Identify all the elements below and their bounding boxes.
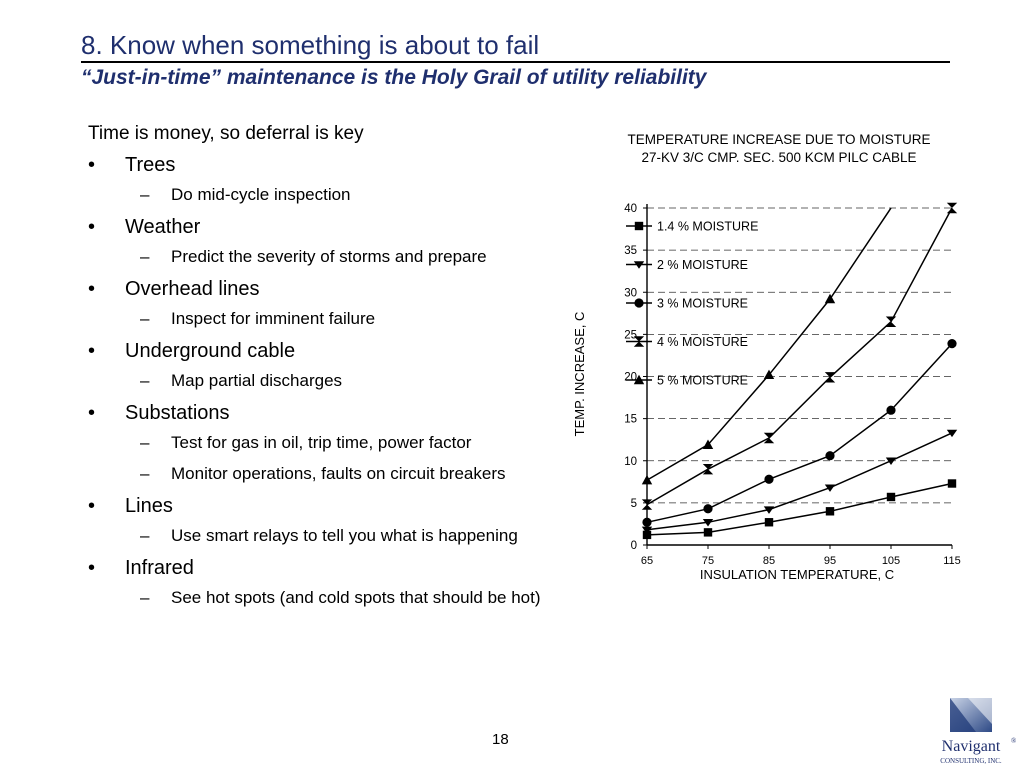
data-point-1-4-moisture [826, 507, 834, 515]
x-axis-label: INSULATION TEMPERATURE, C [699, 567, 895, 582]
bullet-marker: • [88, 557, 96, 579]
bullet-label: Infrared [125, 557, 194, 579]
sub-bullet-label: Predict the severity of storms and prepare [171, 247, 487, 266]
sub-bullet-item [88, 369, 628, 400]
chart-subtitle: 27-KV 3/C CMP. SEC. 500 KCM PILC CABLE [641, 150, 917, 165]
slide-subtitle: “Just-in-time” maintenance is the Holy Grail of utility reliability [81, 66, 707, 89]
logo-trademark: ® [1011, 737, 1017, 745]
bullet-label: Overhead lines [125, 278, 260, 300]
sub-bullet-item [88, 462, 628, 493]
data-point-1-4-moisture [887, 493, 895, 501]
x-tick-label: 115 [943, 555, 961, 567]
data-point-1-4-moisture [948, 479, 956, 487]
sub-bullet-label: Do mid-cycle inspection [171, 185, 351, 204]
bullet-item [88, 276, 628, 307]
dash-marker: – [140, 588, 150, 607]
y-tick-label: 15 [624, 413, 637, 426]
legend-marker-3-moisture [634, 298, 643, 307]
bullet-marker: • [88, 402, 96, 424]
chart-title: TEMPERATURE INCREASE DUE TO MOISTURE [627, 132, 931, 147]
bullet-item [88, 152, 628, 183]
bullet-marker: • [88, 216, 96, 238]
sub-bullet-item [88, 245, 628, 276]
y-tick-label: 5 [630, 497, 637, 510]
bullet-item [88, 400, 628, 431]
bullet-item [88, 555, 628, 586]
x-tick-label: 85 [762, 555, 776, 567]
sub-bullet-label: Test for gas in oil, trip time, power factor [171, 433, 472, 452]
x-tick-label: 65 [640, 555, 654, 567]
y-axis-label: TEMP. INCREASE, C [572, 311, 587, 437]
bullet-marker: • [88, 154, 96, 176]
legend-marker-1-4-moisture [635, 222, 643, 230]
sub-bullet-label: See hot spots (and cold spots that should be hot) [171, 588, 541, 607]
bullet-list [88, 121, 628, 617]
x-tick-label: 95 [823, 555, 837, 567]
bullet-marker: • [88, 278, 96, 300]
legend-label-2-moisture: 2 % MOISTURE [657, 258, 748, 272]
data-point-3-moisture [947, 339, 956, 348]
dash-marker: – [140, 247, 150, 266]
bullet-label: Trees [125, 154, 176, 176]
moisture-temperature-chart [560, 122, 980, 592]
y-tick-label: 30 [624, 287, 637, 300]
intro-line: Time is money, so deferral is key [88, 123, 364, 144]
y-tick-label: 35 [624, 245, 637, 258]
sub-bullet-label: Map partial discharges [171, 371, 343, 390]
navigant-logo [918, 694, 1024, 768]
y-tick-label: 10 [624, 455, 637, 468]
data-point-3-moisture [764, 475, 773, 484]
bullet-label: Underground cable [125, 340, 296, 362]
data-point-3-moisture [825, 451, 834, 460]
bullet-label: Weather [125, 216, 201, 238]
bullet-item [88, 214, 628, 245]
sub-bullet-item [88, 307, 628, 338]
dash-marker: – [140, 433, 150, 452]
sub-bullet-item [88, 431, 628, 462]
sub-bullet-item [88, 586, 628, 617]
dash-marker: – [140, 185, 150, 204]
x-tick-label: 75 [701, 555, 715, 567]
sub-bullet-label: Monitor operations, faults on circuit breakers [171, 464, 506, 483]
dash-marker: – [140, 464, 150, 483]
sub-bullet-label: Use smart relays to tell you what is happening [171, 526, 518, 545]
bullet-marker: • [88, 340, 96, 362]
bullet-label: Lines [125, 495, 173, 517]
slide-title: 8. Know when something is about to fail [81, 30, 540, 60]
sub-bullet-item [88, 183, 628, 214]
y-tick-label: 0 [630, 540, 637, 552]
legend-label-3-moisture: 3 % MOISTURE [657, 296, 748, 311]
data-point-1-4-moisture [765, 518, 773, 526]
bullet-label: Substations [125, 402, 230, 424]
logo-name: Navigant [941, 738, 1001, 755]
legend-label-1-4-moisture: 1.4 % MOISTURE [657, 219, 759, 234]
dash-marker: – [140, 526, 150, 545]
x-tick-label: 105 [881, 555, 901, 567]
title-block [81, 30, 951, 92]
bullet-item [88, 338, 628, 369]
dash-marker: – [140, 309, 150, 328]
legend-label-5-moisture: 5 % MOISTURE [657, 373, 748, 388]
data-point-3-moisture [703, 504, 712, 513]
bullet-marker: • [88, 495, 96, 517]
data-point-3-moisture [886, 406, 895, 415]
sub-bullet-item [88, 524, 628, 555]
y-tick-label: 40 [624, 203, 637, 215]
y-tick-label: 20 [624, 371, 637, 384]
dash-marker: – [140, 371, 150, 390]
legend-label-4-moisture: 4 % MOISTURE [657, 335, 748, 349]
title-underline [81, 61, 950, 63]
logo-tagline: CONSULTING, INC. [940, 757, 1002, 765]
bullet-item [88, 493, 628, 524]
data-point-3-moisture [642, 518, 651, 527]
page-number: 18 [492, 731, 509, 748]
data-point-1-4-moisture [704, 528, 712, 536]
sub-bullet-label: Inspect for imminent failure [171, 309, 376, 328]
y-tick-label: 25 [624, 329, 637, 342]
